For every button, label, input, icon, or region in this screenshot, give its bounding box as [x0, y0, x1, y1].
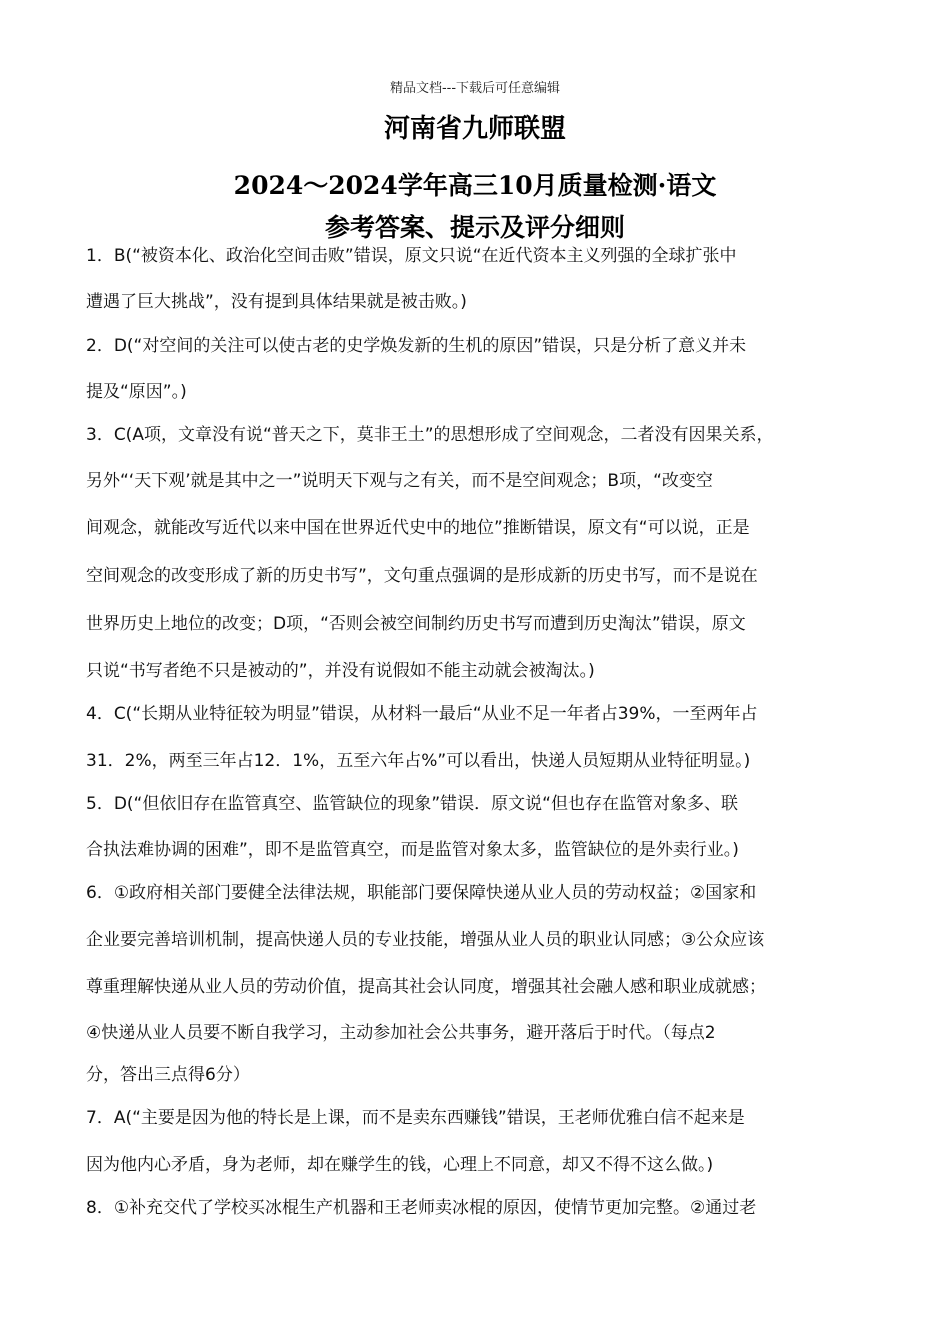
text-line: 提及“原因”。) — [86, 382, 187, 402]
text-line: 31．2%，两至三年占12．1%，五至六年占%”可以看出，快递人员短期从业特征明显。) — [86, 751, 751, 771]
text-line: 遭遇了巨大挑战”，没有提到具体结果就是被击败。) — [86, 292, 467, 312]
text-line: 2．D(“对空间的关注可以使古老的史学焕发新的生机的原因”错误，只是分析了意义并未 — [86, 336, 747, 356]
text-line: 4．C(“长期从业特征较为明显”错误，从材料一最后“从业不足一年者占39%，一至两年占 — [86, 704, 758, 724]
text-line: 世界历史上地位的改变；D项，“否则会被空间制约历史书写而遭到历史淘汰”错误，原文 — [86, 614, 746, 634]
text-line: 6．①政府相关部门要健全法律法规，职能部门要保障快递从业人员的劳动权益；②国家和 — [86, 883, 757, 903]
text-line: 8．①补充交代了学校买冰棍生产机器和王老师卖冰棍的原因，使情节更加完整。②通过老 — [86, 1198, 757, 1218]
text-line: ④快递从业人员要不断自我学习，主动参加社会公共事务，避开落后于时代。（每点2 — [86, 1023, 716, 1043]
doc-title-org: 河南省九师联盟 — [383, 114, 566, 144]
text-line: 3．C(A项，文章没有说“普天之下，莫非王土”的思想形成了空间观念，二者没有因果关系， — [86, 425, 774, 445]
text-line: 空间观念的改变形成了新的历史书写”，文句重点强调的是形成新的历史书写，而不是说在 — [86, 566, 758, 586]
text-line: 5．D(“但依旧存在监管真空、监管缺位的现象”错误．原文说“但也存在监管对象多、联 — [86, 794, 738, 814]
text-line: 企业要完善培训机制，提高快递人员的专业技能，增强从业人员的职业认同感；③公众应该 — [86, 930, 765, 950]
text-line: 7．A(“主要是因为他的特长是上课，而不是卖东西赚钱”错误，王老师优雅白信不起来是 — [86, 1108, 745, 1128]
doc-title-exam: 2024～2024学年高三10月质量检测·语文 — [233, 171, 717, 200]
text-line: 间观念，就能改写近代以来中国在世界近代史中的地位”推断错误，原文有“可以说，正是 — [86, 518, 750, 538]
text-line: 因为他内心矛盾，身为老师，却在赚学生的钱，心理上不同意，却又不得不这么做。) — [86, 1155, 714, 1175]
header-note: 精品文档---下载后可任意编辑 — [389, 81, 561, 96]
doc-title-subtitle: 参考答案、提示及评分细则 — [324, 213, 625, 242]
text-line: 尊重理解快递从业人员的劳动价值，提高其社会认同度，增强其社会融人感和职业成就感； — [86, 977, 766, 997]
text-line: 合执法难协调的困难”，即不是监管真空，而是监管对象太多，监管缺位的是外卖行业。) — [86, 840, 739, 860]
text-line: 分，答出三点得6分） — [86, 1065, 250, 1085]
text-line: 另外“‘天下观’就是其中之一”说明天下观与之有关，而不是空间观念；B项，“改变空 — [86, 471, 713, 491]
text-line: 1．B(“被资本化、政治化空间击败”错误，原文只说“在近代资本主义列强的全球扩张中 — [86, 246, 737, 266]
text-line: 只说“书写者绝不只是被动的”，并没有说假如不能主动就会被淘汰。) — [86, 661, 595, 681]
